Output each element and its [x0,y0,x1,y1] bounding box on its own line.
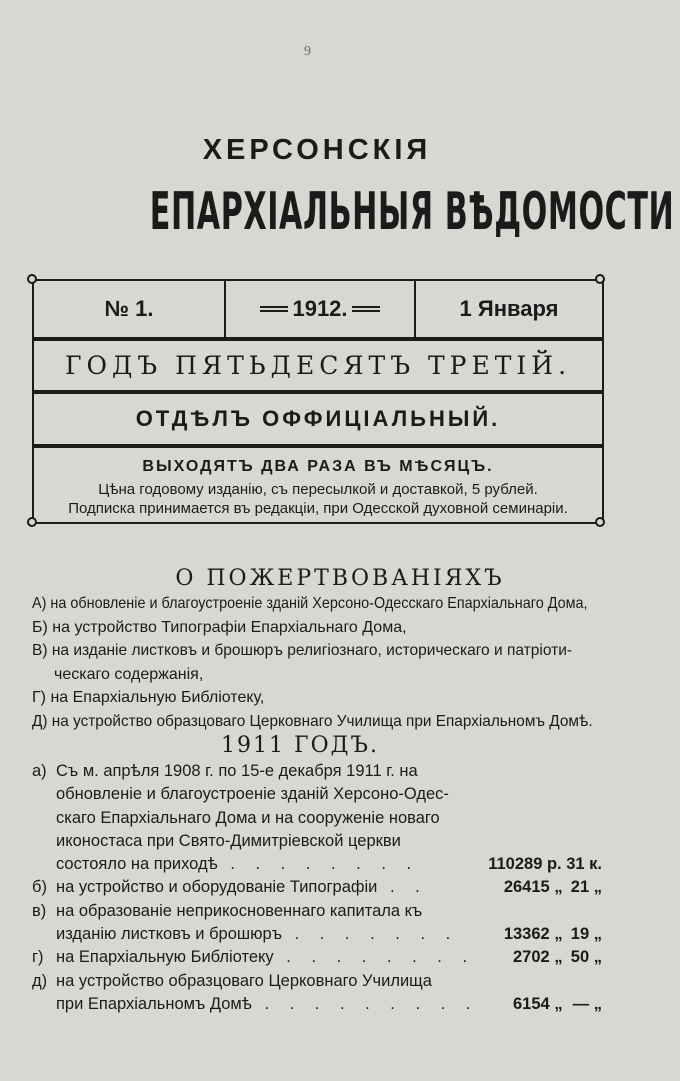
ditto-mark: „ [593,925,602,944]
department-title: ОТДѢЛЪ ОФФИЦІАЛЬНЫЙ. [135,406,501,431]
subscription-text: Подписка принимается въ редакціи, при Одесской духовной семинаріи. [68,500,568,517]
totals-text: обновленіе и благоустроеніе зданій Херсоно-Одес- [56,785,449,804]
ditto-mark: „ [554,925,563,944]
ditto-mark: „ [593,948,602,967]
totals-label: а) [32,762,47,780]
totals-text: на устройство и оборудованіе Типографіи [56,878,378,897]
amount-kopecks: 19 [570,925,590,944]
year-heading: 1911 ГОДЪ. [221,733,379,758]
ditto-mark: „ [593,878,602,897]
totals-text: изданію листковъ и брошюръ [56,925,283,944]
double-rule-right [352,306,380,312]
totals-text: иконостаса при Свято-Димитріевской церкви [56,831,401,850]
amount-rubles: 26415 [503,878,550,897]
frame-corner-ornament [27,517,37,527]
totals-text: на устройство образцоваго Церковнаго Училища [56,971,432,990]
totals-label: д) [32,971,48,990]
purpose-item: Д) на устройство образцоваго Церковнаго Училища при Епархіальномъ Домѣ. [32,712,593,730]
frame-corner-ornament [595,517,605,527]
ditto-mark: „ [554,994,563,1013]
section-title: О ПОЖЕРТВОВАНІЯХЪ [175,566,505,591]
amount-kopecks: 50 [570,948,590,967]
double-rule-left [260,306,288,312]
amount-kopecks: 31 к. [566,855,602,874]
totals-label: в) [32,901,47,920]
amount-rubles: 2702 [513,948,550,967]
page-mark: 9 [304,44,311,59]
amount-rubles: 110289 р. [488,855,562,874]
totals-text: скаго Епархіальнаго Дома и на сооруженіе новаго [56,808,440,827]
purpose-item: Г) на Епархіальную Библіотеку, [32,689,265,706]
issue-date: 1 Января [459,296,559,321]
issue-row [32,279,604,339]
frame-corner-ornament [27,274,37,284]
price-text: Цѣна годовому изданію, съ пересылкой и доставкой, 5 рублей. [98,481,538,498]
totals-label: б) [32,878,47,897]
totals-list: а) Съ м. апрѣля 1908 г. по 15-е декабря 1911 г. на обновленіе и благоустроеніе зданій Херсоно-Одес- скаго Епархіальнаго Дома и на сооруженіе новаго иконостаса при Свято-Димитріевской церкви состояло на приходѣ . . . . . . . . 110289 р. 31 к. б) на устройство и оборудованіе Типографіи . . 26415 „ 21 „ в) на образованіе неприкосновеннаго капитала къ изданію листковъ и брошюръ . . . . . . . 13362 „ 19 „ г) на Епархіальную Библіотеку . . . . . . . . 2702 „ 50 „ д) на устройство образцоваго Церковнаго Училища при Епархіальномъ Домѣ . . . . . . . . . 6154 „ — „ [32,760,602,1016]
ditto-mark: „ [554,878,563,897]
totals-text: состояло на приходѣ [56,855,218,874]
purpose-item: В) на изданіе листковъ и брошюръ религіознаго, историческаго и патріоти- [32,642,573,659]
purpose-item: А) на обновленіе и благоустроеніе зданій Херсоно-Одесскаго Епархіальнаго Дома, [32,595,588,612]
totals-text: на Епархіальную Библіотеку [56,948,274,967]
totals-text: на образованіе неприкосновеннаго капитала къ [56,901,423,920]
publication-info-box [32,446,604,524]
purposes-list [32,592,612,733]
issue-number: № 1. [104,296,154,321]
purpose-item-continuation: ческаго содержанія, [54,665,204,683]
frame-corner-ornament [595,274,605,284]
totals-text: при Епархіальномъ Домѣ [56,994,252,1013]
amount-rubles: 13362 [503,925,550,944]
year-of-publication: ГОДЪ ПЯТЬДЕСЯТЪ ТРЕТІЙ. [64,351,572,380]
totals-label: г) [32,948,44,967]
frequency-text: ВЫХОДЯТЪ ДВА РАЗА ВЪ МѢСЯЦЪ. [142,458,494,475]
year-of-publication-row [32,339,604,392]
amount-rubles: 6154 [513,994,550,1013]
department-row [32,392,604,446]
purpose-item: Б) на устройство Типографіи Епархіальнаго Дома, [32,618,407,636]
amount-kopecks: 21 [570,878,590,897]
masthead-line2: ЕПАРХІАЛЬНЫЯ ВѢДОМОСТИ [149,182,675,242]
issue-year: 1912. [292,296,348,321]
amount-kopecks: — [572,994,590,1013]
masthead-line1: ХЕРСОНСКІЯ [202,134,432,166]
totals-text: Съ м. апрѣля 1908 г. по 15-е декабря 1911 г. на [56,762,418,780]
ditto-mark: „ [593,994,602,1013]
ditto-mark: „ [554,948,563,967]
